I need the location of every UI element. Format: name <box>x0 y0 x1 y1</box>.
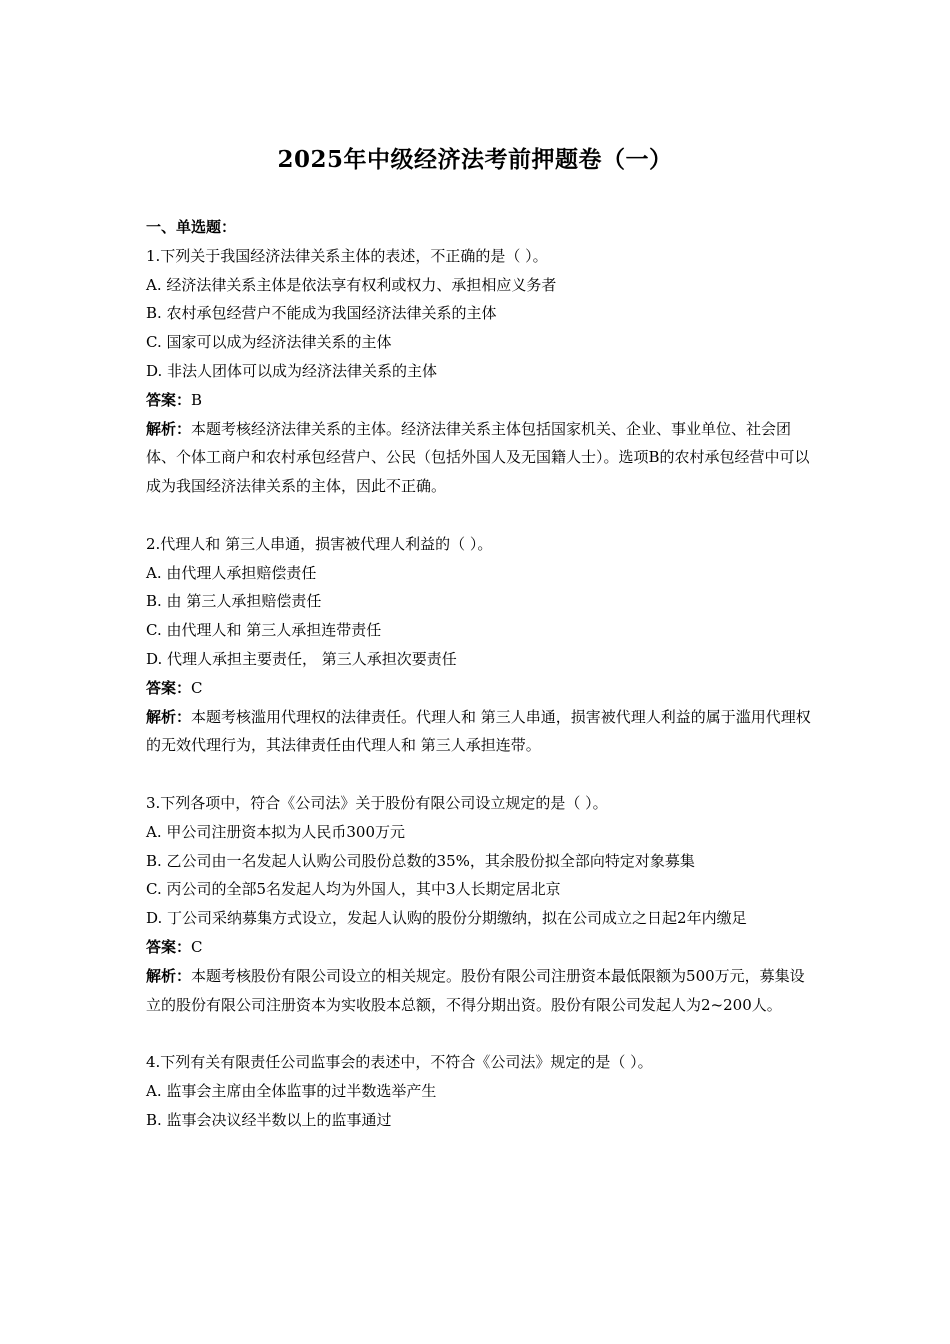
analysis-text: 本题考核股份有限公司设立的相关规定。股份有限公司注册资本最低限额为500万元，募集设立的股份有限公司注册资本为实收股本总额，不得分期出资。股份有限公司发起人为2~200人。 <box>146 966 805 1014</box>
question-stem: 1.下列关于我国经济法律关系主体的表述，不正确的是（ ）。 <box>146 246 548 265</box>
question-stem: 3.下列各项中，符合《公司法》关于股份有限公司设立规定的是（ ）。 <box>146 793 608 812</box>
question-1 <box>146 242 814 501</box>
option-a: A. 监事会主席由全体监事的过半数选举产生 <box>146 1081 437 1100</box>
option-c: C. 丙公司的全部5名发起人均为外国人，其中3人长期定居北京 <box>146 880 561 899</box>
document-title: 2025年中级经济法考前押题卷（一） <box>277 146 673 173</box>
question-stem: 2.代理人和 第三人串通，损害被代理人利益的（ ）。 <box>146 534 493 553</box>
answer-line <box>146 386 814 415</box>
analysis-text: 本题考核滥用代理权的法律责任。代理人和 第三人串通，损害被代理人利益的属于滥用代理权的无效代理行为，其法律责任由代理人和 第三人承担连带。 <box>146 707 811 755</box>
answer-label: 答案： <box>146 390 192 409</box>
option-d: D. 非法人团体可以成为经济法律关系的主体 <box>146 361 438 380</box>
option-c: C. 国家可以成为经济法律关系的主体 <box>146 333 392 352</box>
answer-line <box>146 933 814 962</box>
option-b: B. 由 第三人承担赔偿责任 <box>146 592 322 611</box>
option-b: B. 乙公司由一名发起人认购公司股份总数的35%，其余股份拟全部向特定对象募集 <box>146 851 695 870</box>
option-b: B. 农村承包经营户不能成为我国经济法律关系的主体 <box>146 304 497 323</box>
question-stem: 4.下列有关有限责任公司监事会的表述中，不符合《公司法》规定的是（ ）。 <box>146 1053 653 1072</box>
option-a: A. 甲公司注册资本拟为人民币300万元 <box>146 822 406 841</box>
option-a: A. 由代理人承担赔偿责任 <box>146 563 317 582</box>
spacer <box>146 501 814 530</box>
answer-value: C <box>191 678 203 697</box>
analysis-line <box>146 415 814 501</box>
analysis-label: 解析： <box>146 707 192 726</box>
analysis-line <box>146 703 814 761</box>
answer-value: B <box>191 390 203 409</box>
question-4 <box>146 1048 814 1134</box>
option-d: D. 代理人承担主要责任， 第三人承担次要责任 <box>146 649 457 668</box>
question-3 <box>146 789 814 1019</box>
answer-line <box>146 674 814 703</box>
document-body <box>146 213 814 1135</box>
section-heading: 一、单选题： <box>146 218 237 236</box>
analysis-text: 本题考核经济法律关系的主体。经济法律关系主体包括国家机关、企业、事业单位、社会团体、个体工商户和农村承包经营户、公民（包括外国人及无国籍人士）。选项B的农村承包经营中可以成为我国经济法律关系的主体，因此不正确。 <box>146 419 810 496</box>
option-a: A. 经济法律关系主体是依法享有权利或权力、承担相应义务者 <box>146 275 557 294</box>
analysis-label: 解析： <box>146 419 192 438</box>
spacer <box>146 760 814 789</box>
spacer <box>146 1019 814 1048</box>
analysis-label: 解析： <box>146 966 192 985</box>
analysis-line <box>146 962 814 1020</box>
option-d: D. 丁公司采纳募集方式设立，发起人认购的股份分期缴纳，拟在公司成立之日起2年内缴足 <box>146 909 747 928</box>
option-c: C. 由代理人和 第三人承担连带责任 <box>146 621 382 640</box>
answer-value: C <box>191 937 203 956</box>
answer-label: 答案： <box>146 937 192 956</box>
option-b: B. 监事会决议经半数以上的监事通过 <box>146 1110 392 1129</box>
answer-label: 答案： <box>146 678 192 697</box>
question-2 <box>146 530 814 760</box>
